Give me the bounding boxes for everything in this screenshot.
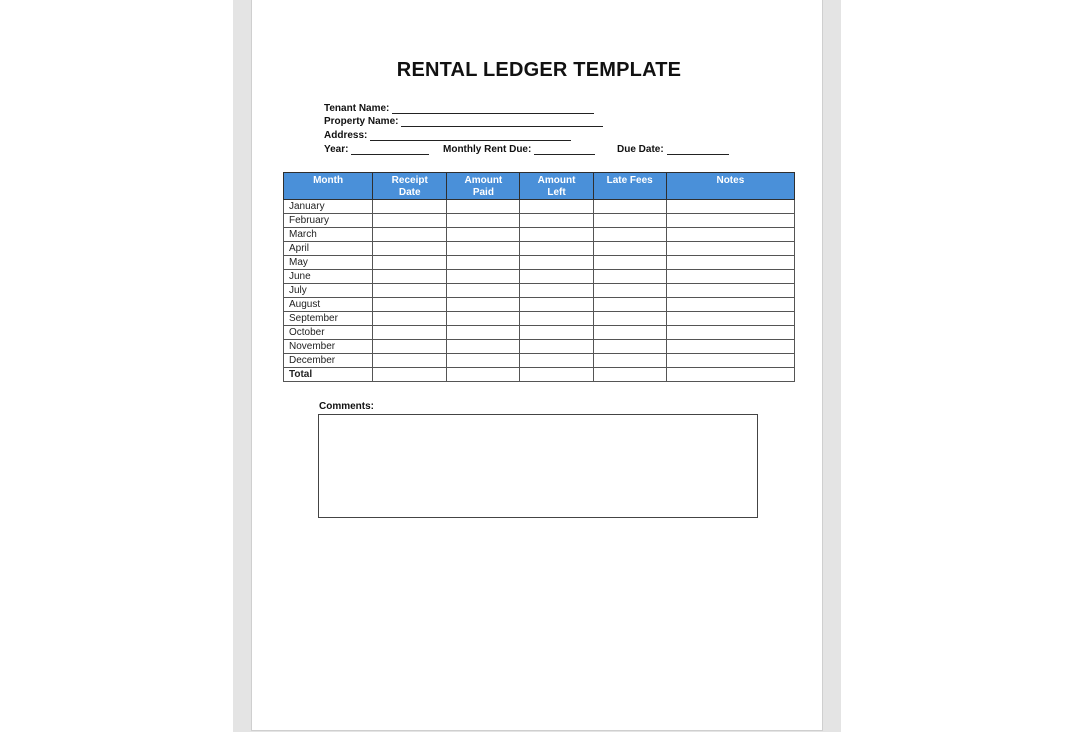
notes-cell[interactable] — [666, 284, 794, 298]
amount-paid-cell[interactable] — [447, 312, 520, 326]
receipt-date-cell[interactable] — [373, 256, 447, 270]
amount-paid-total-cell[interactable] — [447, 368, 520, 382]
amount-paid-cell[interactable] — [447, 270, 520, 284]
month-cell: July — [284, 284, 373, 298]
amount-paid-cell[interactable] — [447, 340, 520, 354]
receipt-date-cell[interactable] — [373, 298, 447, 312]
notes-cell[interactable] — [666, 298, 794, 312]
receipt-date-cell[interactable] — [373, 326, 447, 340]
column-header-notes: Notes — [666, 173, 794, 200]
comments-box[interactable] — [318, 414, 758, 518]
late-fees-cell[interactable] — [593, 200, 666, 214]
amount-left-cell[interactable] — [520, 242, 593, 256]
table-row — [284, 312, 795, 326]
address-label: Address: — [324, 130, 368, 141]
amount-left-cell[interactable] — [520, 312, 593, 326]
month-cell: October — [284, 326, 373, 340]
amount-paid-cell[interactable] — [447, 284, 520, 298]
document-title: RENTAL LEDGER TEMPLATE — [396, 59, 682, 81]
table-row — [284, 256, 795, 270]
table-row — [284, 228, 795, 242]
notes-cell[interactable] — [666, 326, 794, 340]
total-label-cell: Total — [284, 368, 373, 382]
receipt-date-cell[interactable] — [373, 200, 447, 214]
late-fees-cell[interactable] — [593, 242, 666, 256]
year-field — [324, 144, 429, 155]
month-cell: June — [284, 270, 373, 284]
late-fees-cell[interactable] — [593, 312, 666, 326]
table-row — [284, 270, 795, 284]
amount-paid-cell[interactable] — [447, 298, 520, 312]
month-cell: February — [284, 214, 373, 228]
column-header-late-fees: Late Fees — [593, 173, 666, 200]
receipt-date-cell[interactable] — [373, 214, 447, 228]
month-cell: January — [284, 200, 373, 214]
document-page — [251, 0, 823, 731]
amount-paid-cell[interactable] — [447, 326, 520, 340]
late-fees-total-cell[interactable] — [593, 368, 666, 382]
month-cell: April — [284, 242, 373, 256]
receipt-date-cell[interactable] — [373, 228, 447, 242]
table-header-row — [284, 173, 795, 200]
receipt-date-cell[interactable] — [373, 312, 447, 326]
table-row — [284, 354, 795, 368]
comments-label: Comments: — [319, 401, 375, 412]
late-fees-cell[interactable] — [593, 284, 666, 298]
due-date-field — [617, 144, 729, 155]
late-fees-cell[interactable] — [593, 214, 666, 228]
late-fees-cell[interactable] — [593, 270, 666, 284]
receipt-date-cell[interactable] — [373, 354, 447, 368]
notes-cell[interactable] — [666, 200, 794, 214]
month-cell: May — [284, 256, 373, 270]
tenant-name-field — [324, 103, 594, 114]
property-name-line — [401, 117, 603, 127]
amount-left-cell[interactable] — [520, 270, 593, 284]
late-fees-cell[interactable] — [593, 256, 666, 270]
table-row — [284, 242, 795, 256]
month-cell: August — [284, 298, 373, 312]
receipt-date-cell[interactable] — [373, 284, 447, 298]
notes-cell[interactable] — [666, 228, 794, 242]
year-line — [351, 145, 429, 155]
address-field — [324, 130, 571, 141]
late-fees-cell[interactable] — [593, 298, 666, 312]
amount-left-cell[interactable] — [520, 228, 593, 242]
amount-left-cell[interactable] — [520, 298, 593, 312]
receipt-date-cell[interactable] — [373, 340, 447, 354]
tenant-name-label: Tenant Name: — [324, 103, 390, 114]
notes-cell[interactable] — [666, 214, 794, 228]
due-date-line — [667, 145, 729, 155]
month-cell: March — [284, 228, 373, 242]
late-fees-cell[interactable] — [593, 326, 666, 340]
amount-left-cell[interactable] — [520, 256, 593, 270]
column-header-receipt-date: Receipt Date — [373, 173, 447, 200]
tenant-name-line — [392, 104, 594, 114]
notes-cell[interactable] — [666, 312, 794, 326]
table-total-row — [284, 368, 795, 382]
table-row — [284, 326, 795, 340]
receipt-date-cell[interactable] — [373, 270, 447, 284]
late-fees-cell[interactable] — [593, 354, 666, 368]
month-cell: November — [284, 340, 373, 354]
late-fees-cell[interactable] — [593, 228, 666, 242]
amount-left-cell[interactable] — [520, 200, 593, 214]
notes-cell[interactable] — [666, 354, 794, 368]
property-name-label: Property Name: — [324, 116, 399, 127]
monthly-rent-due-line — [534, 145, 595, 155]
monthly-rent-due-label: Monthly Rent Due: — [443, 144, 532, 155]
amount-paid-cell[interactable] — [447, 214, 520, 228]
receipt-date-cell[interactable] — [373, 242, 447, 256]
amount-paid-cell[interactable] — [447, 354, 520, 368]
amount-paid-cell[interactable] — [447, 200, 520, 214]
amount-paid-cell[interactable] — [447, 256, 520, 270]
amount-left-cell[interactable] — [520, 340, 593, 354]
amount-paid-cell[interactable] — [447, 242, 520, 256]
amount-left-cell[interactable] — [520, 214, 593, 228]
notes-cell[interactable] — [666, 340, 794, 354]
notes-cell[interactable] — [666, 270, 794, 284]
receipt-date-total-cell[interactable] — [373, 368, 447, 382]
rental-ledger-table — [283, 172, 795, 382]
year-label: Year: — [324, 144, 349, 155]
monthly-rent-due-field — [443, 144, 595, 155]
notes-cell[interactable] — [666, 242, 794, 256]
table-row — [284, 298, 795, 312]
amount-left-cell[interactable] — [520, 354, 593, 368]
late-fees-cell[interactable] — [593, 340, 666, 354]
month-cell: September — [284, 312, 373, 326]
table-row — [284, 340, 795, 354]
property-name-field — [324, 116, 603, 127]
month-cell: December — [284, 354, 373, 368]
column-header-month: Month — [284, 173, 373, 200]
table-row — [284, 200, 795, 214]
column-header-amount-left: Amount Left — [520, 173, 593, 200]
address-line — [370, 131, 571, 141]
table-row — [284, 214, 795, 228]
notes-cell[interactable] — [666, 256, 794, 270]
table-row — [284, 284, 795, 298]
amount-paid-cell[interactable] — [447, 228, 520, 242]
notes-total-cell[interactable] — [666, 368, 794, 382]
amount-left-cell[interactable] — [520, 326, 593, 340]
due-date-label: Due Date: — [617, 144, 664, 155]
amount-left-cell[interactable] — [520, 284, 593, 298]
column-header-amount-paid: Amount Paid — [447, 173, 520, 200]
amount-left-total-cell[interactable] — [520, 368, 593, 382]
